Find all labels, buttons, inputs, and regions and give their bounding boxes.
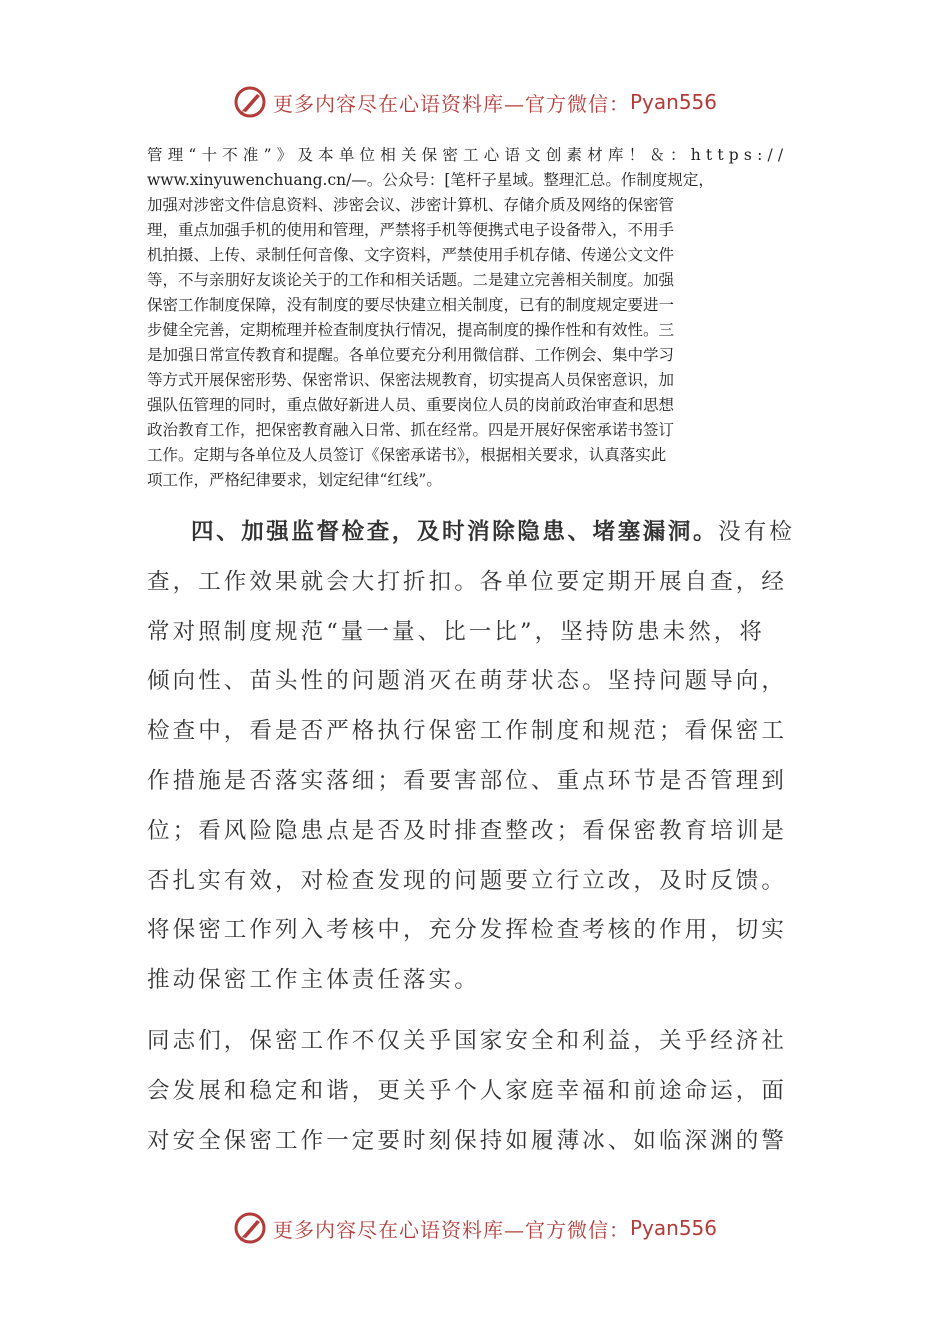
body-line: 推动保密工作主体责任落实。 [147,967,480,994]
small-line: 工作。定期与各单位及人员签订《保密承诺书》，根据相关要求，认真落实此 [147,446,667,464]
small-line: 强队伍管理的同时，重点做好新进人员、重要岗位人员的岗前政治审查和思想 [147,396,675,414]
body-line: 常对照制度规范“量一量、比一比”，坚持防患未然，将 [147,618,766,645]
small-paragraph [147,143,807,493]
body-line: 对安全保密工作一定要时刻保持如履薄冰、如临深渊的警 [147,1127,788,1154]
section-four-first-line-rest: 没有检 [718,519,795,545]
body-line: 会发展和稳定和谐，更关乎个人家庭幸福和前途命运，面 [147,1077,788,1104]
header-banner [0,80,950,124]
small-line: 是加强日常宣传教育和提醒。各单位要充分利用微信群、工作例会、集中学习 [147,346,675,364]
small-line: 管理“十不准”》及本单位相关保密工心语文创素材库！＆：https:// [147,146,789,164]
banner-wechat-id: Pyan556 [629,1216,717,1240]
small-line: 政治教育工作，把保密教育融入日常、抓在经常。四是开展好保密承诺书签订 [147,421,675,439]
small-line: 项工作，严格纪律要求，划定纪律“红线”。 [147,471,442,489]
small-line: 理，重点加强手机的使用和管理，严禁将手机等便携式电子设备带入，不用手 [147,221,675,239]
body-line: 否扎实有效，对检查发现的问题要立行立改，及时反馈。 [147,867,788,894]
small-line: 等，不与亲朋好友谈论关于的工作和相关话题。二是建立完善相关制度。加强 [147,271,675,289]
quill-logo-icon [233,1211,267,1245]
small-line: 加强对涉密文件信息资料、涉密会议、涉密计算机、存储介质及网络的保密管 [147,196,675,214]
small-line: www.xinyuwenchuang.cn/—。公众号：[笔杆子星域。整理汇总。作制度规定， [147,171,714,189]
quill-logo-icon [233,85,267,119]
banner-wechat-id: Pyan556 [629,90,717,114]
small-line: 机拍摄、上传、录制任何音像、文字资料，严禁使用手机存储、传递公文文件 [147,246,675,264]
body-line: 作措施是否落实落细；看要害部位、重点环节是否管理到 [147,767,788,794]
banner-text: 更多内容尽在心语资料库—官方微信： [272,91,630,116]
body-line: 检查中，看是否严格执行保密工作制度和规范；看保密工 [147,718,788,745]
section-four-first-line [147,508,807,558]
small-line: 等方式开展保密形势、保密常识、保密法规教育，切实提高人员保密意识，加 [147,371,675,389]
body-line: 倾向性、苗头性的问题消灭在萌芽状态。坚持问题导向， [147,668,788,695]
body-line: 位；看风险隐患点是否及时排查整改；看保密教育培训是 [147,817,788,844]
small-line: 步健全完善，定期梳理并检查制度执行情况，提高制度的操作性和有效性。三 [147,321,675,339]
footer-banner [0,1206,950,1250]
small-line: 保密工作制度保障，没有制度的要尽快建立相关制度，已有的制度规定要进一 [147,296,675,314]
closing-paragraph [147,1017,807,1166]
body-line: 查，工作效果就会大打折扣。各单位要定期开展自查，经 [147,568,788,595]
banner-text: 更多内容尽在心语资料库—官方微信： [272,1217,630,1242]
body-line: 将保密工作列入考核中，充分发挥检查考核的作用，切实 [147,917,788,944]
section-four-paragraph [147,508,807,1006]
body-line: 同志们，保密工作不仅关乎国家安全和利益，关乎经济社 [147,1028,788,1054]
section-four-heading: 四、加强监督检查，及时消除隐患、堵塞漏洞。 [191,519,719,545]
